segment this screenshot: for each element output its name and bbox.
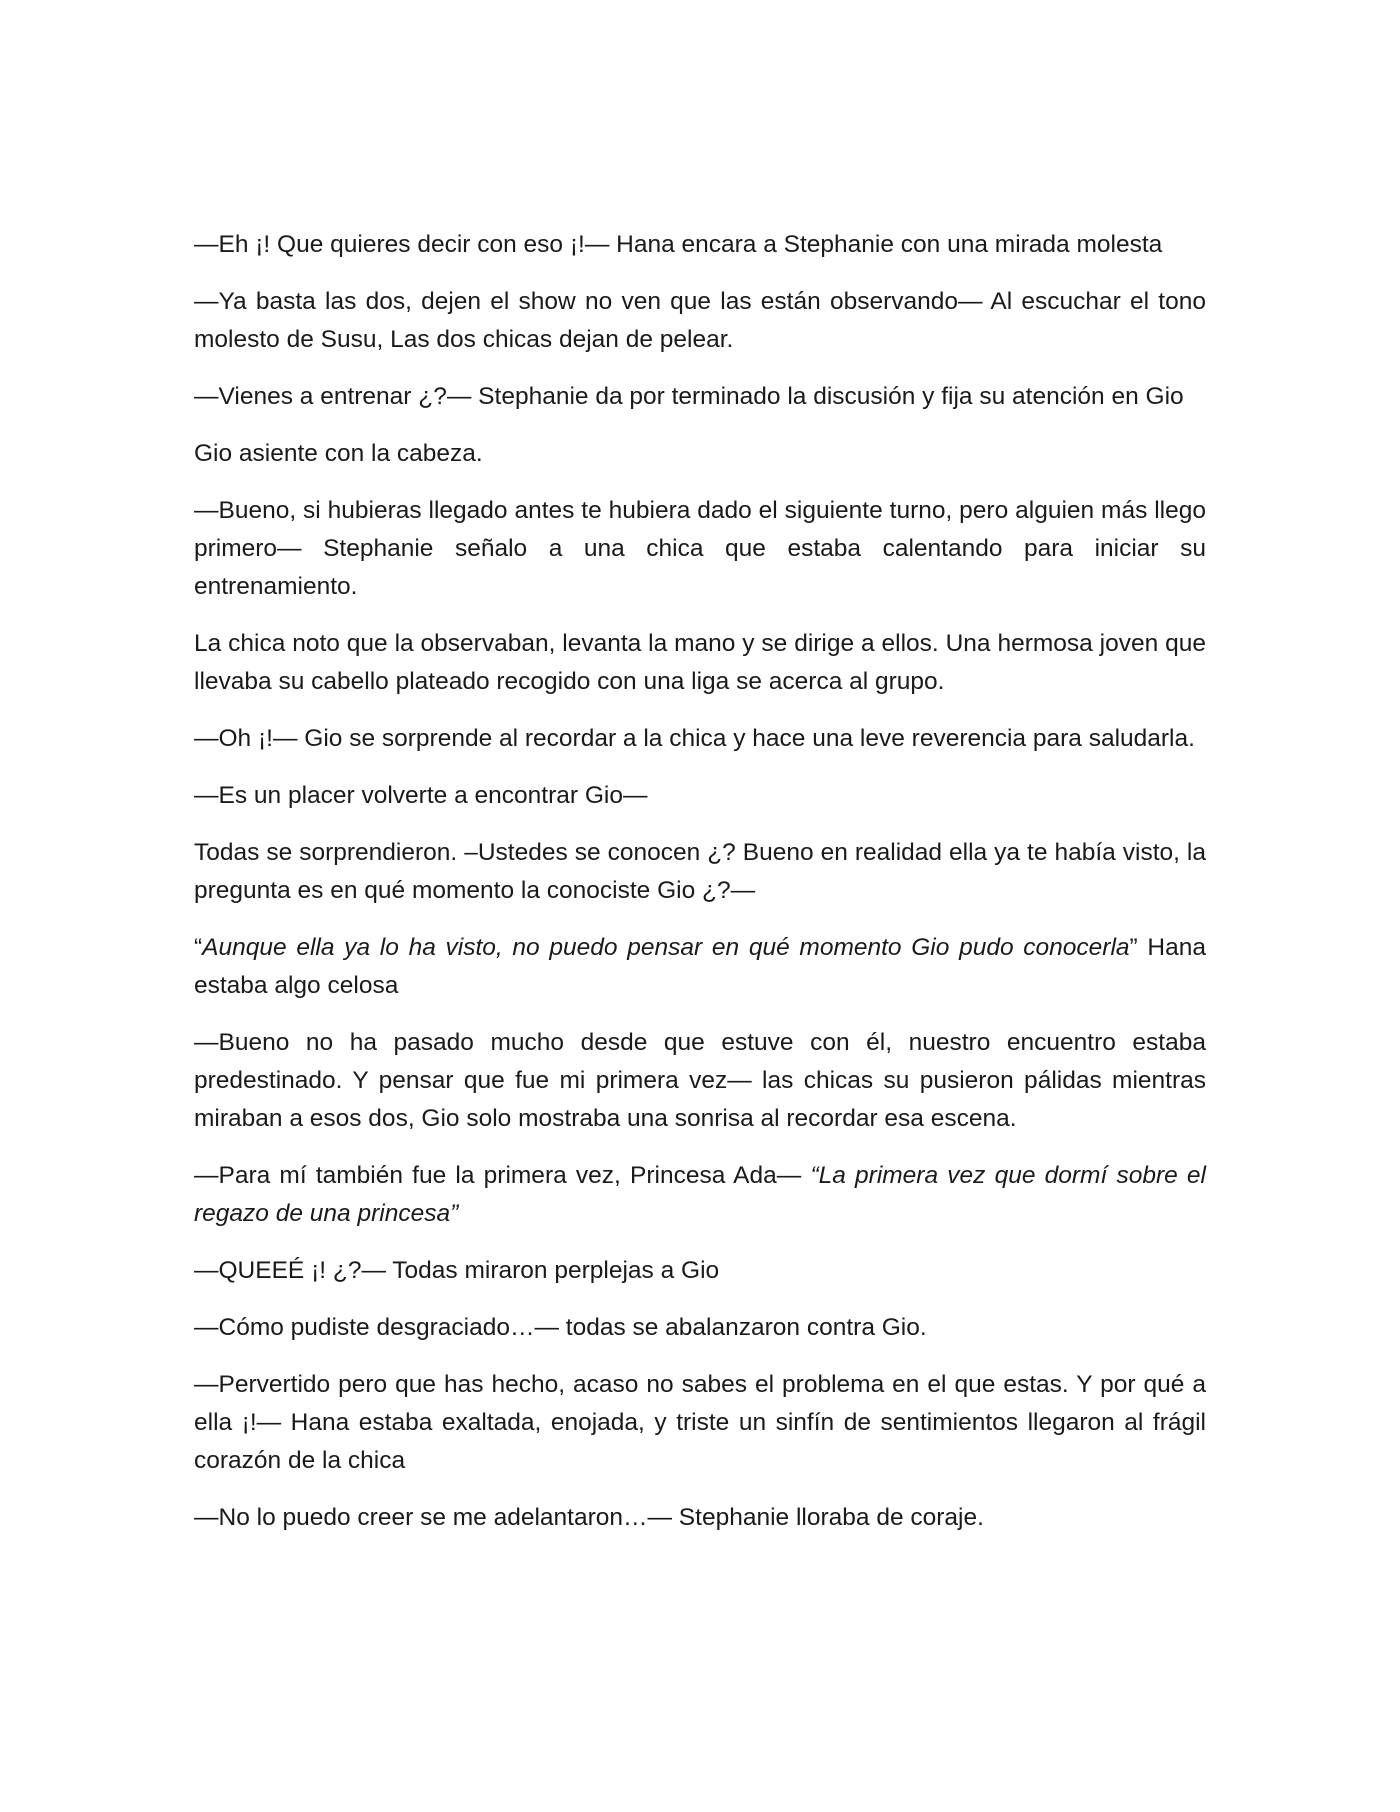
paragraph-text: ” Hana estaba algo celosa <box>194 934 1206 999</box>
paragraph-text: —QUEEÉ ¡! ¿?— Todas miraron perplejas a Gio <box>194 1257 720 1284</box>
paragraph <box>194 1499 1206 1537</box>
paragraph <box>194 1366 1206 1480</box>
paragraph-text: —Vienes a entrenar ¿?— Stephanie da por terminado la discusión y fija su atención en Gio <box>194 383 1184 410</box>
paragraph <box>194 1309 1206 1347</box>
paragraph-text: Todas se sorprendieron. –Ustedes se conocen ¿? Bueno en realidad ella ya te había visto, la pregunta es en qué momento la conociste Gio ¿?— <box>194 839 1206 904</box>
paragraph-text: Gio asiente con la cabeza. <box>194 440 483 467</box>
paragraph <box>194 777 1206 815</box>
paragraph-text: La chica noto que la observaban, levanta la mano y se dirige a ellos. Una hermosa joven que llevaba su cabello plateado recogido con una liga se acerca al grupo. <box>194 630 1206 695</box>
paragraph <box>194 1252 1206 1290</box>
paragraph-text: —Oh ¡!— Gio se sorprende al recordar a la chica y hace una leve reverencia para saludarla. <box>194 725 1195 752</box>
paragraph-text: —Bueno no ha pasado mucho desde que estuve con él, nuestro encuentro estaba predestinado. Y pensar que fue mi primera vez— las chicas su pusieron pálidas mientras miraban a esos dos, Gio solo mostraba una sonrisa al recordar esa escena. <box>194 1029 1206 1132</box>
paragraph-text: —Ya basta las dos, dejen el show no ven que las están observando— Al escuchar el tono molesto de Susu, Las dos chicas dejan de pelear. <box>194 288 1206 353</box>
paragraph-text: “ <box>194 934 203 961</box>
italic-thought: “La primera vez que dormí sobre el regazo de una princesa” <box>194 1162 1206 1227</box>
paragraph-text: —Para mí también fue la primera vez, Princesa Ada— <box>194 1162 811 1189</box>
paragraph <box>194 929 1206 1005</box>
paragraph <box>194 378 1206 416</box>
paragraph <box>194 625 1206 701</box>
paragraph-text: —No lo puedo creer se me adelantaron…— Stephanie lloraba de coraje. <box>194 1504 984 1531</box>
paragraph-text: —Eh ¡! Que quieres decir con eso ¡!— Hana encara a Stephanie con una mirada molesta <box>194 231 1163 258</box>
paragraph <box>194 720 1206 758</box>
paragraph <box>194 283 1206 359</box>
paragraph-text: —Cómo pudiste desgraciado…— todas se abalanzaron contra Gio. <box>194 1314 927 1341</box>
paragraph <box>194 226 1206 264</box>
paragraph-text: —Bueno, si hubieras llegado antes te hubiera dado el siguiente turno, pero alguien más llego primero— Stephanie señalo a una chica que estaba calentando para iniciar su entrenamiento. <box>194 497 1206 600</box>
paragraph <box>194 492 1206 606</box>
document-page <box>194 226 1206 1556</box>
paragraph <box>194 834 1206 910</box>
paragraph <box>194 1024 1206 1138</box>
paragraph <box>194 435 1206 473</box>
italic-thought: Aunque ella ya lo ha visto, no puedo pensar en qué momento Gio pudo conocerla <box>202 934 1130 961</box>
paragraph-text: —Es un placer volverte a encontrar Gio— <box>194 782 648 809</box>
paragraph <box>194 1157 1206 1233</box>
paragraph-text: —Pervertido pero que has hecho, acaso no sabes el problema en el que estas. Y por qué a ella ¡!— Hana estaba exaltada, enojada, y triste un sinfín de sentimientos llegaron al frágil corazón de la chica <box>194 1371 1206 1474</box>
